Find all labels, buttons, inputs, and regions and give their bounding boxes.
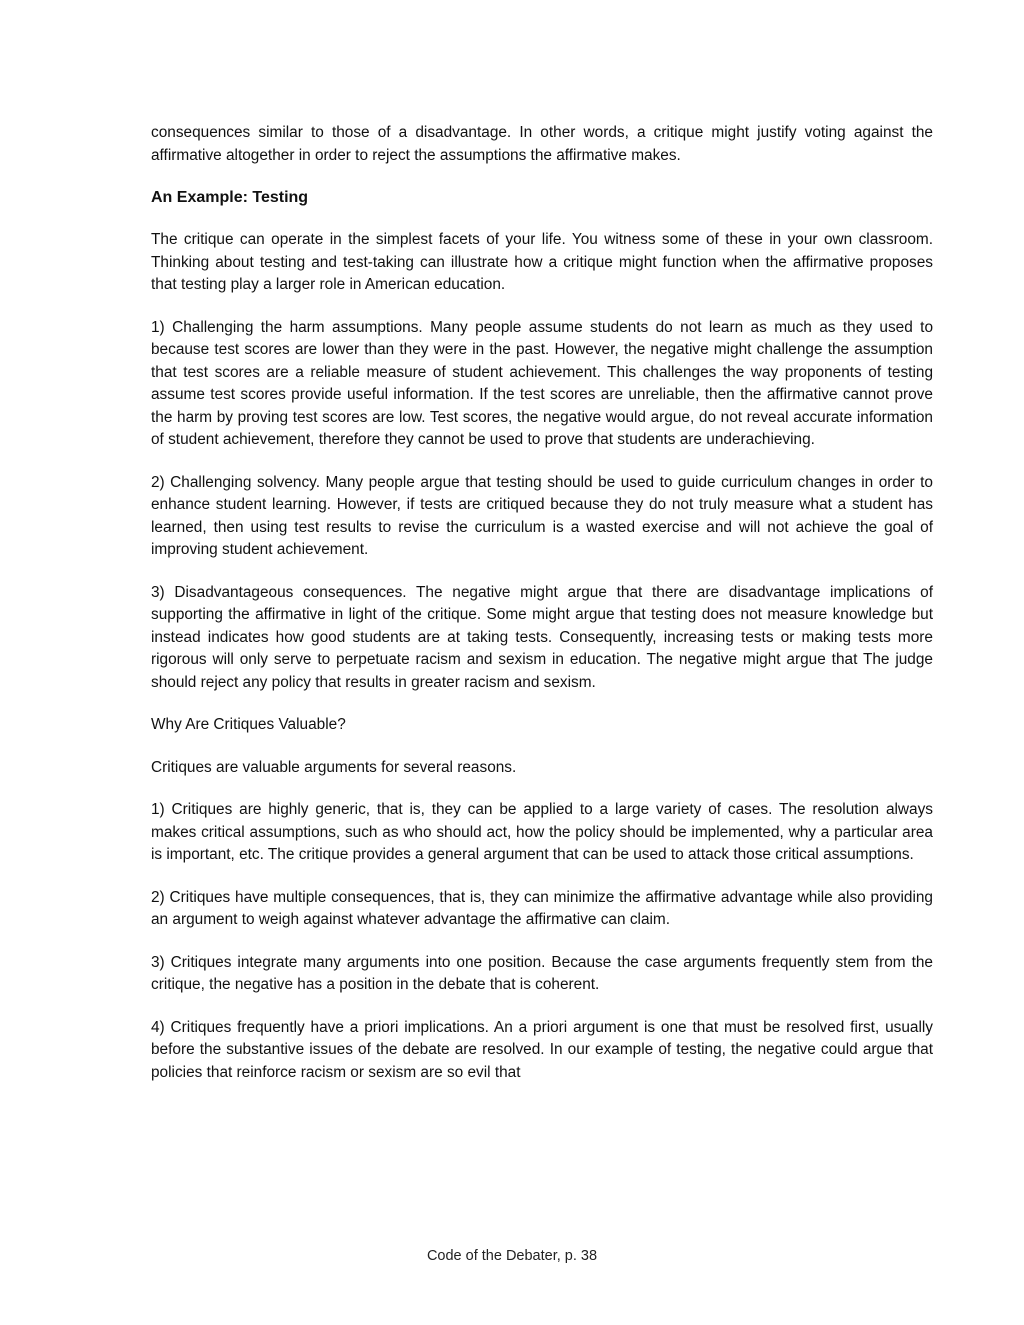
- section-heading-why: Why Are Critiques Valuable?: [151, 716, 346, 733]
- why-point-4: 4) Critiques frequently have a priori implications. An a priori argument is one that must be resolved first, usually before the substantive issues of the debate are resolved. In our example of testing, the negative could argue that policies that reinforce racism or sexism are so evil that: [151, 1018, 933, 1081]
- intro-paragraph: consequences similar to those of a disadvantage. In other words, a critique might justify voting against the affirmative altogether in order to reject the assumptions the affirmative makes.: [151, 124, 933, 164]
- example-point-1: 1) Challenging the harm assumptions. Many people assume students do not learn as much as they used to because test scores are lower than they were in the past. However, the negative might challenge the assumption that test scores are a reliable measure of student achievement. This challenges the way proponents of testing assume test scores provide useful information. If the test scores are unreliable, then the affirmative cannot prove the harm by proving test scores are low. Test scores, the negative would argue, do not reveal accurate information of student achievement, therefore they cannot be used to prove that students are underachieving.: [151, 318, 933, 448]
- why-point-2: 2) Critiques have multiple consequences, that is, they can minimize the affirmative advantage while also providing an argument to weigh against whatever advantage the affirmative can claim.: [151, 888, 933, 928]
- example-point-2: 2) Challenging solvency. Many people argue that testing should be used to guide curriculum changes in order to enhance student learning. However, if tests are critiqued because they do not truly measure what a student has learned, then using test results to revise the curriculum is a wasted exercise and will not achieve the goal of improving student achievement.: [151, 473, 933, 558]
- why-point-1: 1) Critiques are highly generic, that is, they can be applied to a large variety of cases. The resolution always makes critical assumptions, such as who should act, how the policy should be implemented, why a particular area is important, etc. The critique provides a general argument that can be used to attack those critical assumptions.: [151, 801, 933, 863]
- example-point-3: 3) Disadvantageous consequences. The negative might argue that there are disadvantage implications of supporting the affirmative in light of the critique. Some might argue that testing does not measure knowledge but instead indicates how good students are at taking tests. Consequently, increasing tests or making tests more rigorous will only serve to perpetuate racism and sexism in education. The negative might argue that The judge should reject any policy that results in greater racism and sexism.: [151, 583, 933, 691]
- page-footer: Code of the Debater, p. 38: [426, 1248, 598, 1264]
- section-heading-example: An Example: Testing: [151, 189, 309, 206]
- why-point-3: 3) Critiques integrate many arguments into one position. Because the case arguments frequently stem from the critique, the negative has a position in the debate that is coherent.: [151, 953, 933, 993]
- page-body: [151, 122, 933, 1104]
- why-intro-paragraph: Critiques are valuable arguments for several reasons.: [151, 758, 517, 776]
- example-intro-paragraph: The critique can operate in the simplest facets of your life. You witness some of these in your own classroom. Thinking about testing and test-taking can illustrate how a critique might function when the affirmative proposes that testing play a larger role in American education.: [151, 231, 933, 293]
